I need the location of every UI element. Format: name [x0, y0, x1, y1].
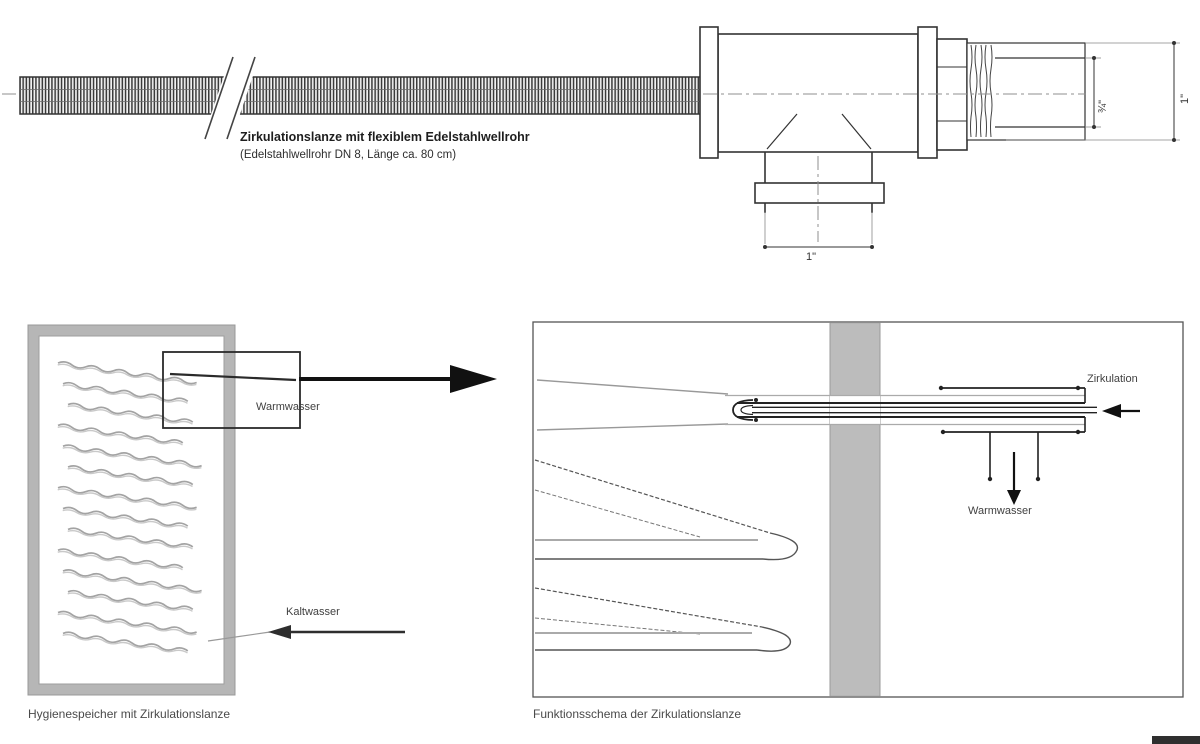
branch-flange [755, 183, 884, 203]
schema-box [533, 322, 1183, 697]
dim-label-outer: 1" [1179, 93, 1191, 104]
label-warmwasser-right: Warmwasser [968, 505, 1032, 517]
kaltwasser-arrow [208, 625, 405, 641]
corrugated-hose [20, 77, 702, 114]
storage-tank [28, 325, 235, 695]
dimension-three-quarter-inch [1086, 56, 1101, 129]
label-warmwasser-left: Warmwasser [256, 401, 320, 413]
detail-zoom-arrow [299, 365, 497, 393]
caption-left: Hygienespeicher mit Zirkulationslanze [28, 707, 231, 721]
label-kaltwasser: Kaltwasser [286, 606, 340, 618]
corner-artifact [1152, 736, 1200, 744]
caption-right: Funktionsschema der Zirkulationslanze [533, 707, 742, 721]
label-zirkulation: Zirkulation [1087, 373, 1138, 385]
drawing-title: Zirkulationslanze mit flexiblem Edelstahlwellrohr [240, 130, 530, 144]
tank-wall [830, 323, 880, 697]
dim-label-inner: ¾" [1097, 99, 1109, 113]
drawing-subtitle: (Edelstahlwellrohr DN 8, Länge ca. 80 cm) [240, 149, 457, 161]
threaded-nipple [967, 43, 1085, 140]
dim-label-branch: 1" [806, 251, 817, 263]
